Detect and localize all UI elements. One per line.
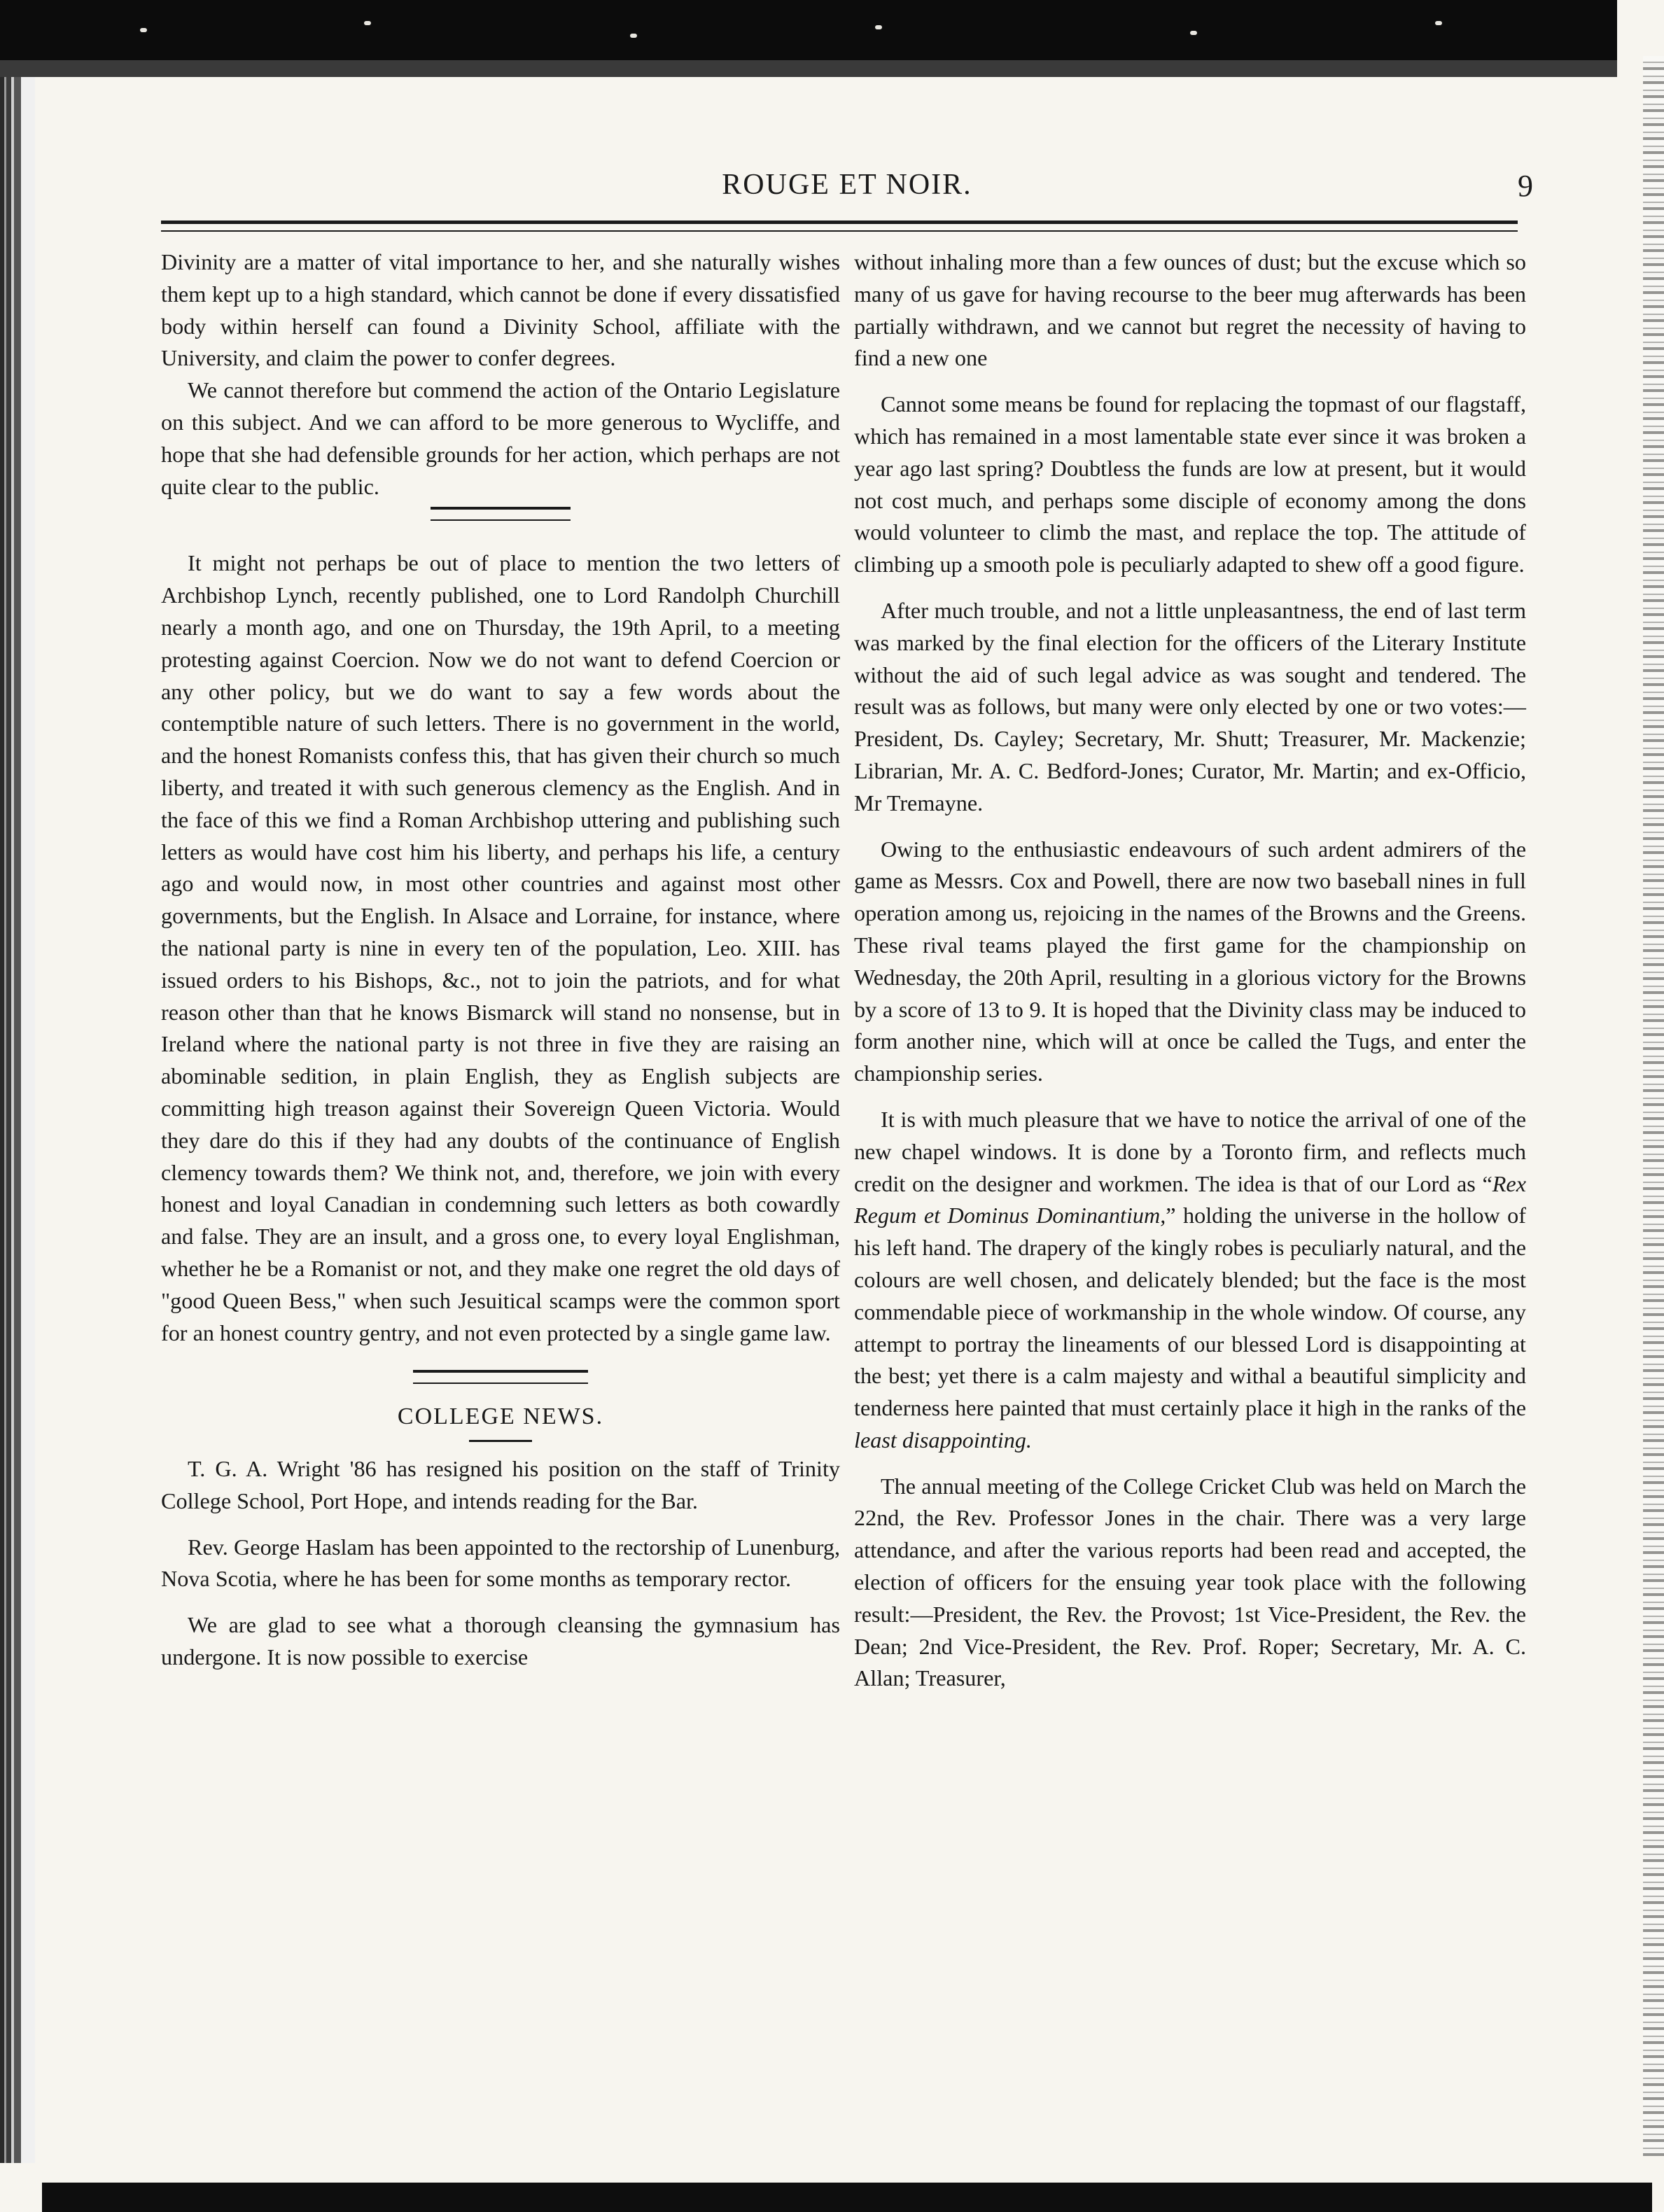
paragraph: without inhaling more than a few ounces of dust; but the excuse which so many of us gave for having recourse to the beer mug afterwards has been partially withdrawn, and we cannot but regret the necessity of having to find a new one <box>854 249 1526 371</box>
running-title: ROUGE ET NOIR. <box>722 169 972 201</box>
paragraph: Cannot some means be found for replacing the topmast of our flagstaff, which has remained in a most lamentable state ever since it was broken a year ago last spring? Doubtless the funds are low at present, but it would not cost much, and perhaps some disciple of economy among the dons would volunteer to climb the mast, and replace the top. The attitude of climbing up a smooth pole is peculiarly adapted to shew off a good figure. <box>854 391 1526 578</box>
paragraph: Rev. George Haslam has been appointed to the rectorship of Lunenburg, Nova Scotia, where he has been for some months as temporary rector. <box>161 1534 840 1592</box>
text-run: ” holding the universe in the hollow of his left hand. The drapery of the kingly robes is peculiarly natural, and the colours are well chosen, and delicately blended; but the face is the most commendable piece of workmanship in the whole window. Of course, any attempt to portray the lineaments of our blessed Lord is disappointing at the best; yet there is a calm majesty and withal a beautiful simplicity and tenderness here painted that must certainly place it high in the ranks of the <box>854 1203 1526 1421</box>
section-separator <box>431 507 571 521</box>
scan-border-bottom <box>42 2183 1652 2212</box>
page-number: 9 <box>1518 169 1533 203</box>
heading-rule <box>469 1440 532 1442</box>
paragraph: The annual meeting of the College Cricket Club was held on March the 22nd, the Rev. Professor Jones in the chair. There was a very large attendance, and after the various reports had been read and accepted, the election of officers for the ensuing year took place with the following result:—President, the Rev. the Provost; 1st Vice-President, the Rev. the Dean; 2nd Vice-President, the Rev. Prof. Roper; Secretary, Mr. A. C. Allan; Treasurer, <box>854 1473 1526 1691</box>
text-run: It is with much pleasure that we have to notice the arrival of one of the new chapel windows. It is done by a Toronto firm, and reflects much credit on the designer and workmen. The idea is that of our Lord as “ <box>854 1106 1526 1196</box>
paragraph: We are glad to see what a thorough cleansing the gymnasium has undergone. It is now possible to exercise <box>161 1612 840 1670</box>
section-separator <box>413 1370 588 1384</box>
paragraph: T. G. A. Wright '86 has resigned his position on the staff of Trinity College School, Port Hope, and intends reading for the Bar. <box>161 1456 840 1513</box>
paragraph: Divinity are a matter of vital importance to her, and she naturally wishes them kept up to a high standard, which cannot be done if every dissatisfied body within herself can found a Divinity School, affiliate with the University, and claim the power to confer degrees. <box>161 249 840 371</box>
paragraph-chapel-window <box>854 1104 1526 1457</box>
left-column <box>161 246 840 1674</box>
paragraph: Owing to the enthusiastic endeavours of such ardent admirers of the game as Messrs. Cox and Powell, there are now two baseball nines in full operation among us, rejoicing in the names of the Browns and the Greens. These rival teams played the first game for the championship on Wednesday, the 20th April, resulting in a glorious victory for the Browns by a score of 13 to 9. It is hoped that the Divinity class may be induced to form another nine, which will at once be called the Tugs, and enter the championship series. <box>854 836 1526 1086</box>
scan-border-right <box>1643 56 1664 2156</box>
scan-border-left <box>0 77 35 2163</box>
paragraph: It might not perhaps be out of place to mention the two letters of Archbishop Lynch, recently published, one to Lord Randolph Churchill nearly a month ago, and one on Thursday, the 19th April, to a meeting protesting against Coercion. Now we do not want to defend Coercion or any other policy, but we do want to say a few words about the contemptible nature of such letters. There is no government in the world, and the honest Romanists confess this, that has given their church so much liberty, and treated it with such generous clemency as the English. And in the face of this we find a Roman Archbishop uttering and publishing such letters as would have cost him his liberty, and perhaps his life, a century ago and would now, in most other countries and against most other governments, but the English. In Alsace and Lorraine, for instance, where the national party is nine in every ten of the population, Leo. XIII. has issued orders to his Bishops, &c., not to join the patriots, and for what reason other than that he knows Bismarck will stand no nonsense, but in Ireland where the national party is not three in five they are raising an abominable sedition, in plain English, they as English subjects are committing high treason against their Sovereign Queen Victoria. Would they dare do this if they had any doubts of the continuance of English clemency towards them? We think not, and, therefore, we join with every honest and loyal Canadian in condemning such letters as both cowardly and false. They are an insult, and a gross one, to every loyal Englishman, whether he be a Romanist or not, and they make one regret the old days of "good Queen Bess," when such Jesuitical scamps were the common sport for an honest country gentry, and not even protected by a single game law. <box>161 550 840 1345</box>
paragraph: After much trouble, and not a little unpleasantness, the end of last term was marked by the final election for the officers of the Literary Institute without the aid of such legal advice as was sought and tendered. The result was as follows, but many were only elected by one or two votes:—President, Ds. Cayley; Secretary, Mr. Shutt; Treasurer, Mr. Mackenzie; Librarian, Mr. A. C. Bedford-Jones; Curator, Mr. Martin; and ex-Officio, Mr Tremayne. <box>854 597 1526 816</box>
paragraph: We cannot therefore but commend the action of the Ontario Legislature on this subject. And we can afford to be more generous to Wycliffe, and hope that she had defensible grounds for her action, which perhaps are not quite clear to the public. <box>161 377 840 499</box>
header-rule <box>161 220 1518 232</box>
right-column <box>854 246 1526 1695</box>
section-heading: COLLEGE NEWS. <box>397 1404 604 1430</box>
page-header <box>161 168 1533 217</box>
italic-phrase: least disappointing. <box>854 1427 1032 1452</box>
scan-border-top <box>0 0 1617 77</box>
italic-title: Rex Regum et Dominus Dominantium, <box>854 1170 1526 1228</box>
